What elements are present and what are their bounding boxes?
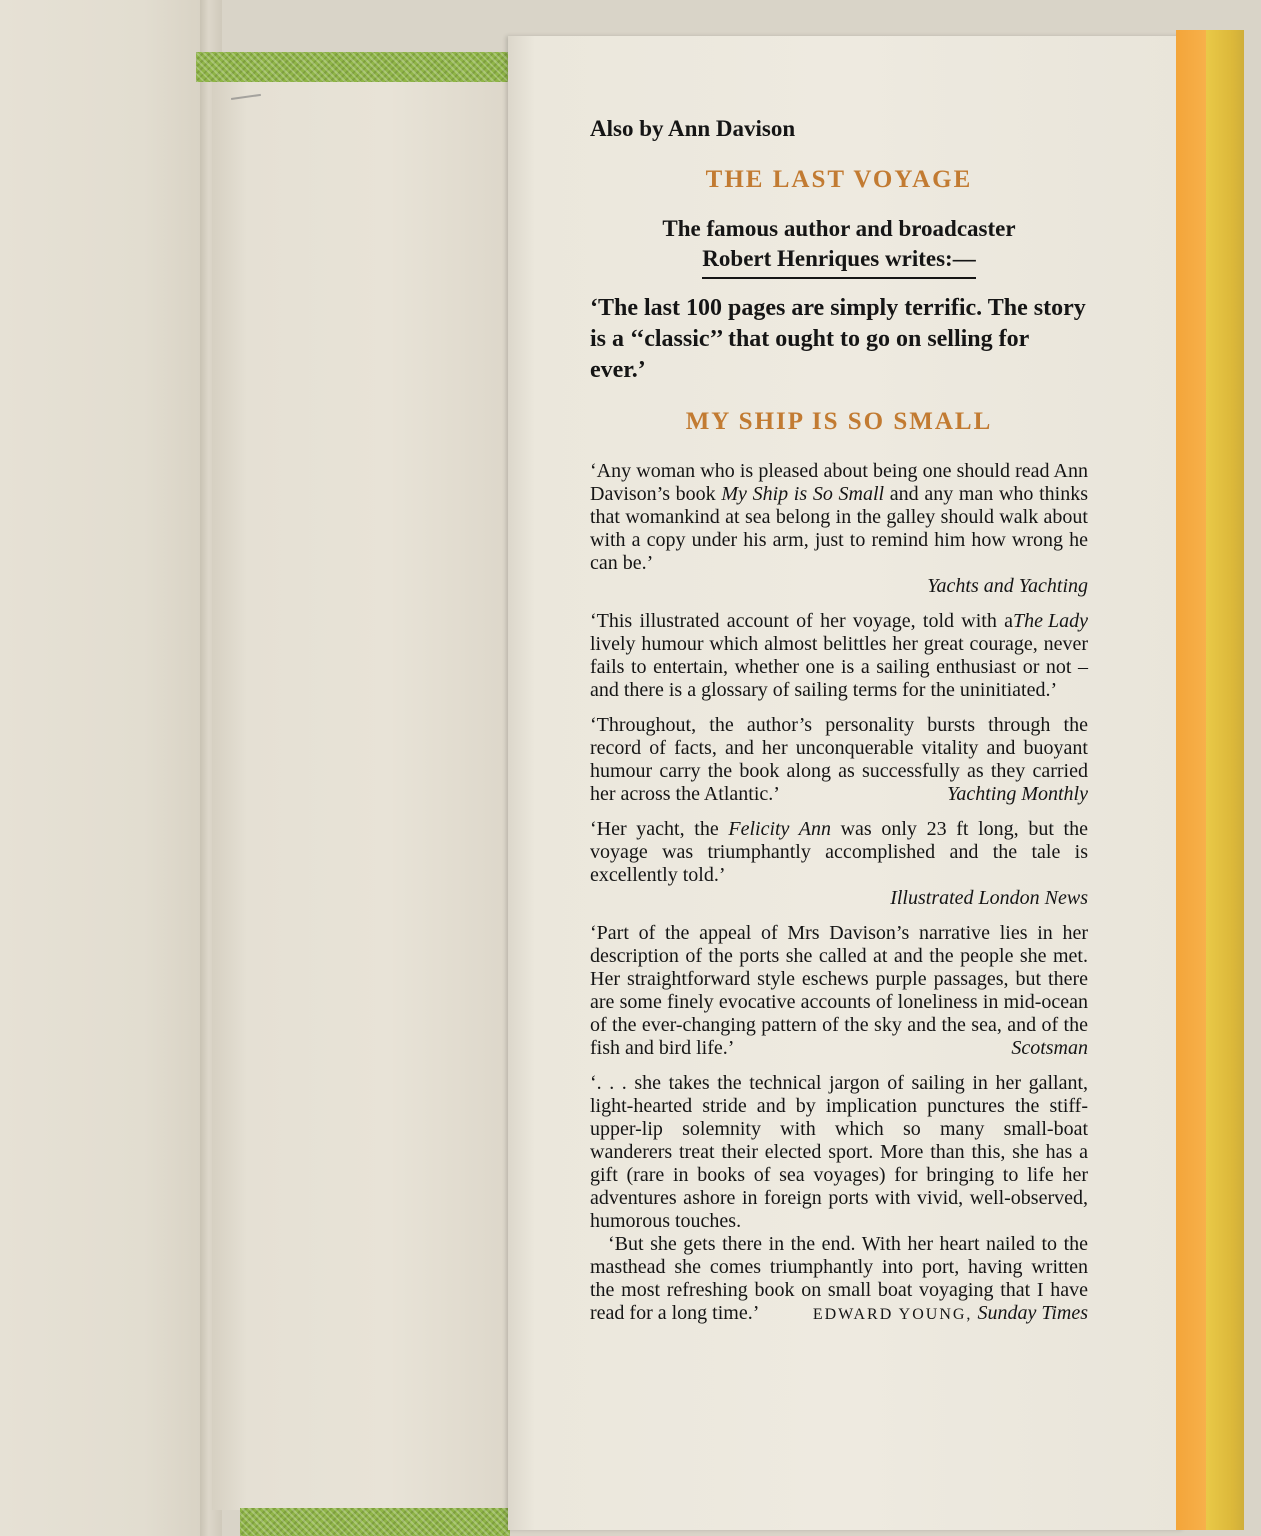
- book-title-last-voyage: THE LAST VOYAGE: [705, 166, 973, 193]
- review-sunday-times-part-2: ‘But she gets there in the end. With her heart nailed to the masthead she comes triumphantly into port, having written the most refreshing book on small boat voyaging that I have read for a long time.’ EDWARD YOUNG, Sunday Times: [590, 1233, 1088, 1324]
- green-cloth-top: [196, 52, 508, 82]
- review-illustrated-london-news: ‘Her yacht, the Felicity Ann was only 23 ft long, but the voyage was triumphantly accomplished and the tale is excellently told.’ Illustrated London News: [590, 818, 1088, 909]
- review-yachting-monthly: ‘Throughout, the author’s personality bursts through the record of facts, and her unconquerable vitality and buoyant humour carry the book along as successfully as they carried her across the Atlantic.’ Yachting Monthly: [590, 714, 1088, 805]
- review-yachts-and-yachting: ‘Any woman who is pleased about being one should read Ann Davison’s book My Ship is So Small and any man who thinks that womankind at sea belong in the galley should walk about with a copy under his arm, just to remind him how wrong he can be.’ Yachts and Yachting: [590, 460, 1089, 597]
- book-title-my-ship: MY SHIP IS SO SMALL: [685, 408, 993, 435]
- review-source: Yachts and Yachting: [927, 575, 1088, 597]
- jacket-yellow-spine: [1206, 30, 1244, 1530]
- green-cloth-bottom: [240, 1508, 510, 1536]
- famous-author-intro: [590, 214, 1088, 279]
- also-by-heading: Also by Ann Davison: [590, 116, 796, 141]
- review-scotsman: ‘Part of the appeal of Mrs Davison’s narrative lies in her description of the ports she called at and the people she met. Her straightforward style eschews purple passages, but there are some finely evocative accounts of loneliness in mid-ocean of the ever-changing pattern of the sky and the sea, and of the fish and bird life.’ Scotsman: [590, 922, 1088, 1059]
- endpaper: [212, 80, 508, 1510]
- famous-line-1: The famous author and broadcaster: [662, 216, 1016, 241]
- review-sunday-times-part-1: ‘. . . she takes the technical jargon of sailing in her gallant, light-hearted stride and by implication punctures the stiff-upper-lip solemnity with which so many small-boat wanderers treat their elected sport. More than this, she has a gift (rare in books of sea voyages) for bringing to life her adventures ashore in foreign ports with vivid, well-observed, humorous touches.: [590, 1072, 1088, 1232]
- review-source: Scotsman: [1011, 1037, 1088, 1059]
- review-the-lady: The Lady ‘This illustrated account of her voyage, told with a lively humour which almost belittles her great courage, never fails to entertain, whether one is a sailing enthusiast or not – and there is a glossary of sailing terms for the uninitiated.’: [590, 610, 1088, 701]
- review-source: Illustrated London News: [890, 887, 1088, 909]
- review-source: EDWARD YOUNG, Sunday Times: [812, 1302, 1088, 1324]
- main-quote: ‘The last 100 pages are simply terrific. The story is a ‘‘classic’’ that ought to go on selling for ever.’: [590, 295, 1086, 383]
- review-source: The Lady: [1013, 610, 1088, 632]
- famous-line-2: Robert Henriques writes:—: [702, 244, 975, 279]
- jacket-orange-stripe: [1176, 30, 1206, 1530]
- review-source: Yachting Monthly: [947, 783, 1088, 805]
- inside-front-board: [0, 0, 205, 1536]
- flap-text: [590, 116, 1088, 1326]
